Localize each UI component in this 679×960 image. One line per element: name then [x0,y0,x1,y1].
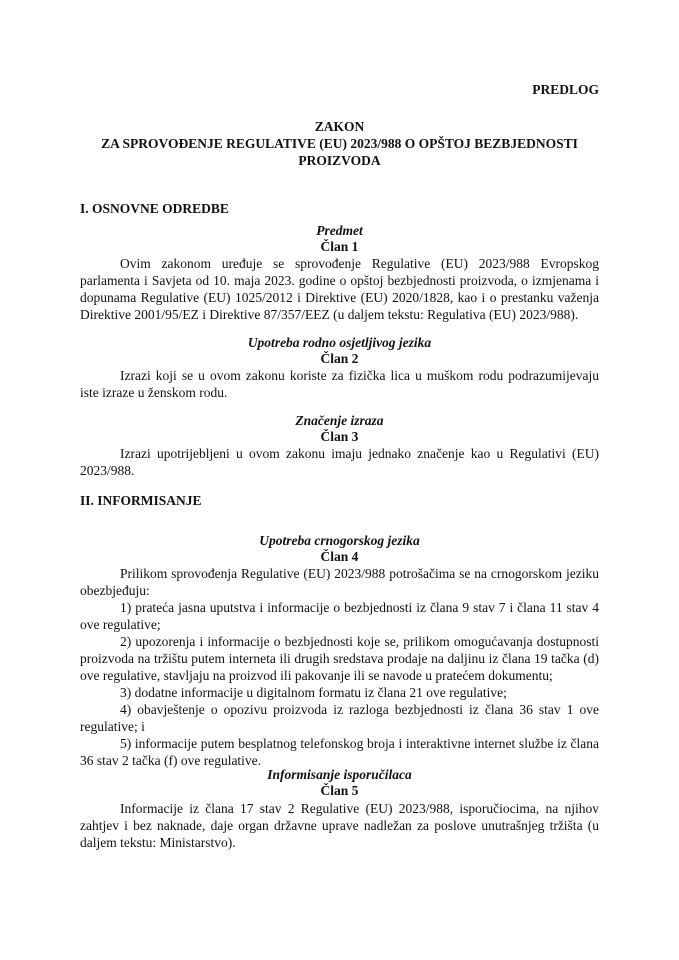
article-4-number: Član 4 [320,549,359,564]
law-title [80,118,599,169]
article-3-text: Izrazi upotrijebljeni u ovom zakonu imaju jednako značenje kao u Regulativi (EU) 2023/988. [80,446,599,478]
section-heading-informing: II. INFORMISANJE [80,493,202,508]
article-4-title: Upotreba crnogorskog jezika [259,533,420,548]
article-2-text: Izrazi koji se u ovom zakonu koriste za fizička lica u muškom rodu podrazumijevaju iste izraze u ženskom rodu. [80,368,599,400]
article-3-title: Značenje izraza [295,413,384,428]
article-5-title: Informisanje isporučilaca [267,767,412,782]
article-4-intro: Prilikom sprovođenja Regulative (EU) 2023/988 potrošačima se na crnogorskom jeziku obezbjeđuju: [80,566,599,598]
law-title-line2: ZA SPROVOĐENJE REGULATIVE (EU) 2023/988 O OPŠTOJ BEZBJEDNOSTI PROIZVODA [101,136,578,168]
article-3-number: Član 3 [320,429,359,444]
article-5-text: Informacije iz člana 17 stav 2 Regulative (EU) 2023/988, isporučiocima, na njihov zahtjev i bez naknade, daje organ državne uprave nadležan za poslove unutrašnjeg tržišta (u daljem tekstu: Ministarstvo). [80,801,599,850]
article-5-number: Član 5 [320,783,359,798]
article-1-text: Ovim zakonom uređuje se sprovođenje Regulative (EU) 2023/988 Evropskog parlamenta i Savjeta od 10. maja 2023. godine o opštoj bezbjednosti proizvoda, o izmjenama i dopunama Regulative (EU) 1025/2012 i Direktive (EU) 2020/1828, kao i o prestanku važenja Direktive 2001/95/EZ i Direktive 87/357/EEZ (u daljem tekstu: Regulativa (EU) 2023/988). [80,256,599,322]
proposal-label: PREDLOG [532,82,599,97]
article-4-item-3: 3) dodatne informacije u digitalnom formatu iz člana 21 ove regulative; [120,685,507,700]
article-1-number: Član 1 [320,239,359,254]
article-2-title: Upotreba rodno osjetljivog jezika [247,335,432,350]
article-4-item-5: 5) informacije putem besplatnog telefonskog broja i interaktivne internet službe iz člana 36 stav 2 tačka (f) ove regulative. [80,736,599,768]
article-2-number: Član 2 [320,351,359,366]
article-1-title: Predmet [316,223,363,238]
article-4-item-4: 4) obavještenje o opozivu proizvoda iz razloga bezbjednosti iz člana 36 stav 1 ove regulative; i [80,702,599,734]
law-title-line1: ZAKON [314,119,365,134]
section-heading-basic-provisions: I. OSNOVNE ODREDBE [80,201,229,216]
article-4-item-1: 1) prateća jasna uputstva i informacije o bezbjednosti iz člana 9 stav 7 i člana 11 stav 4 ove regulative; [80,600,599,632]
article-4-item-2: 2) upozorenja i informacije o bezbjednosti koje se, prilikom omogućavanja dostupnosti proizvoda na tržištu putem interneta ili drugih sredstava prodaje na daljinu iz člana 19 tačka (d) ove regulative, stavljaju na proizvod ili pakovanje ili se navode u pratećem dokumentu; [80,634,599,683]
